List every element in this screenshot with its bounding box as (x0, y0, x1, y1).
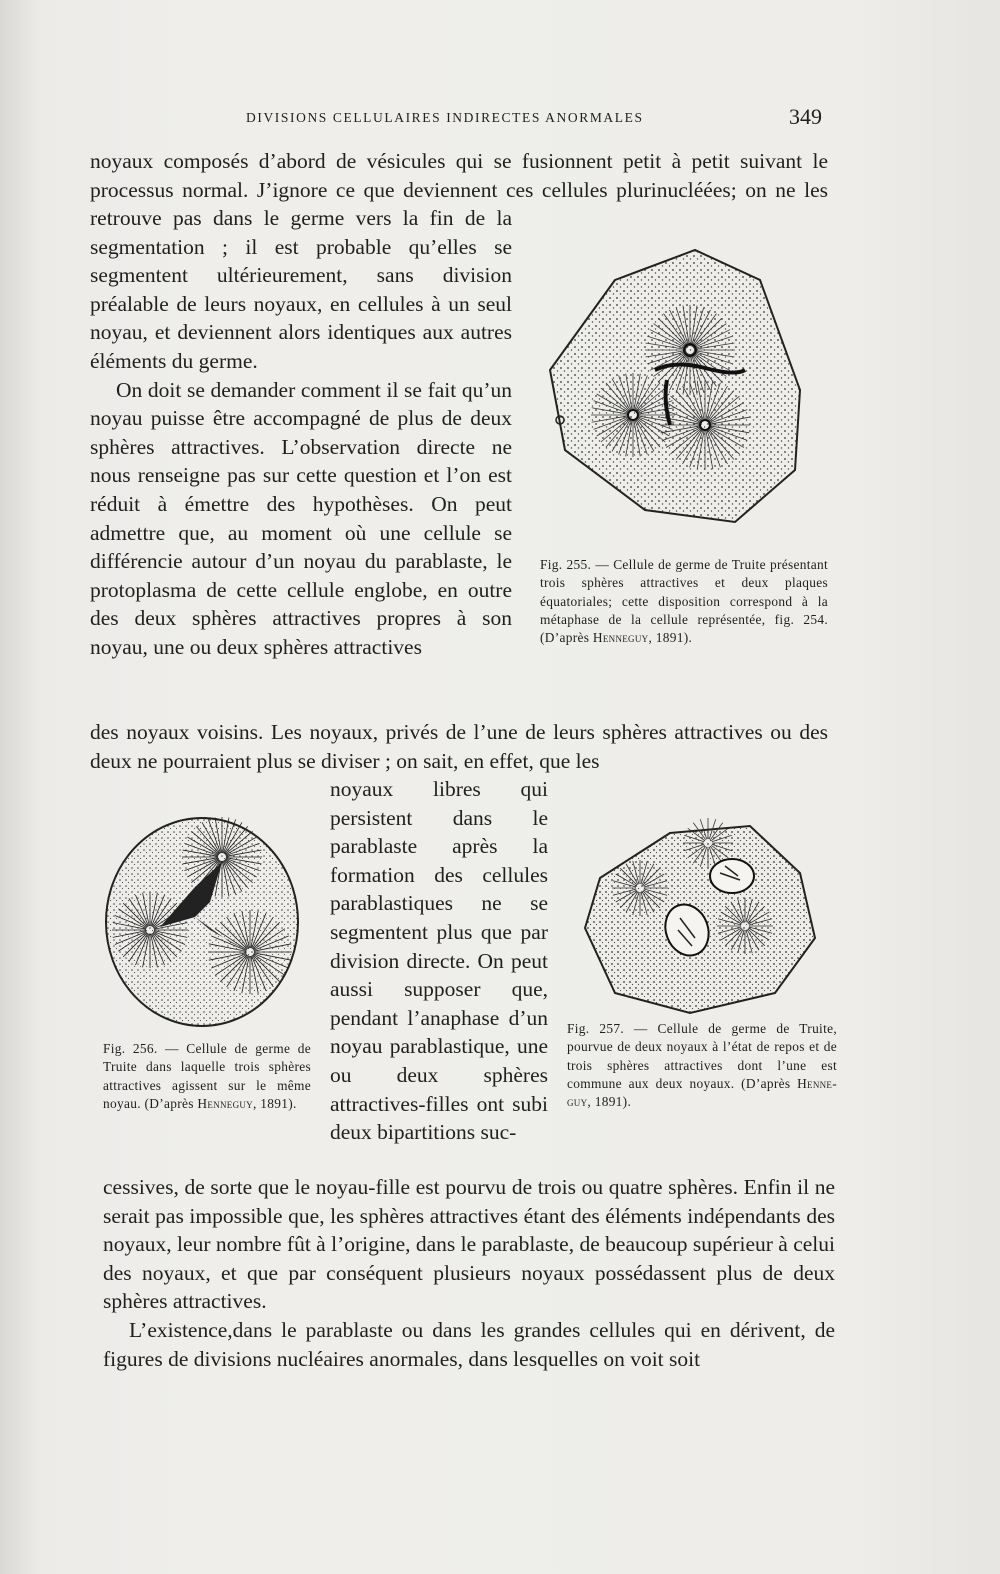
paragraph-1-text: noyaux composés d’abord de vésicules qui se fusionnent petit à petit suivant le processus normal. J’ignore ce que deviennent ces cellules plurinucléées; on ne les (90, 149, 828, 202)
figure-257-illustration (580, 818, 830, 1018)
paragraph-2-full-text: des noyaux voisins. Les noyaux, privés de l’une de leurs sphères attractives ou des deux ne pourraient plus se diviser ; on sait, en effet, que les (90, 720, 828, 773)
figure-255-caption: Fig. 255. — Cellule de germe de Truite présentant trois sphères attractives et deux plaques équatoriales; cette disposition correspond à la métaphase de la cellule représentée, fig. 254.(D’après Henneguy, 1891). (540, 557, 828, 646)
figure-256-caption: Fig. 256. — Cellule de germe de Truite dans laquelle trois sphères attractives agissent sur le même noyau. (D’après Henneguy, 1891). (103, 1041, 311, 1111)
page-number: 349 (789, 104, 822, 129)
paragraph-1-narrow: retrouve pas dans le germe vers la fin de la segmentation ; il est probable qu’elles se segmentent ultérieurement, sans division préalable de leurs noyaux, en cellules à un seul noyau, et deviennent alors identiques aux autres éléments du germe. (90, 206, 512, 373)
middle-column (330, 775, 548, 1175)
running-head-title: DIVISIONS CELLULAIRES INDIRECTES ANORMALES (246, 110, 644, 125)
paragraph-2-end-text: cessives, de sorte que le noyau-fille est pourvu de trois ou quatre sphères. Enfin il ne serait pas impossible que, les sphères attractives étant des éléments indépendants des noyaux, leur nombre fût à l’origine, dans le parablaste, de beaucoup supérieur à celui des noyaux, et que par conséquent plusieurs noyaux possédassent plus de deux sphères attractives. (103, 1175, 835, 1314)
figure-256-illustration (100, 812, 305, 1032)
paragraph-2-end (103, 1173, 835, 1373)
paragraph-1 (90, 147, 828, 205)
narrow-column-top (90, 204, 512, 719)
figure-255-illustration (545, 240, 825, 540)
paragraph-2-text: On doit se demander comment il se fait qu’un noyau puisse être accompagné de plus de deux sphères attractives. L’observation directe ne nous renseigne pas sur cette question et l’on est réduit à émettre des hypothèses. On peut admettre que, au moment où une cellule se différencie autour d’un noyau du parablaste, le protoplasma de cette cellule englobe, en outre des deux sphères attractives propres à son noyau, une ou deux sphères attractives (90, 377, 512, 659)
paragraph-2-full (90, 718, 828, 776)
paragraph-2-middle-text: noyaux libres qui persistent dans le parablaste après la formation des cellules parablastiques ne se segmentent plus que par division directe. On peut aussi supposer que, pendant l’anaphase d’un noyau parablastique, une ou deux sphères attractives-filles ont subi deux bipartitions suc- (330, 777, 548, 1145)
running-head (90, 104, 830, 134)
paragraph-3-text: L’existence,dans le parablaste ou dans les grandes cellules qui en dérivent, de figures de divisions nucléaires anormales, dans lesquelles on voit soit (103, 1317, 835, 1371)
figure-257-caption: Fig. 257. — Cellule de germe de Truite, pourvue de deux noyaux à l’état de repos et de trois sphères attractives dont l’une est commune aux deux noyaux. (D’après Henne-guy, 1891). (567, 1021, 837, 1110)
